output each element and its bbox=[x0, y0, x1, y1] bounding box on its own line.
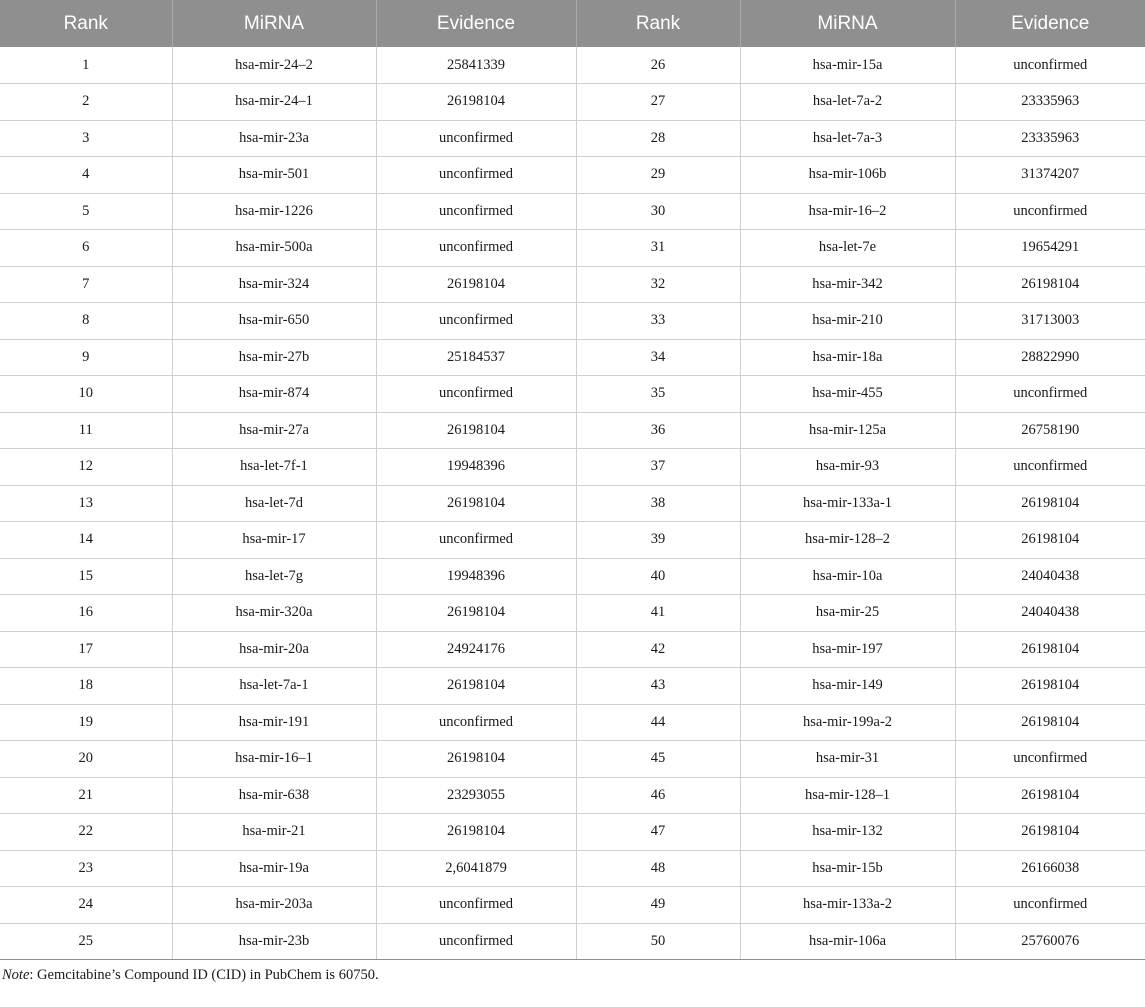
evidence-cell: unconfirmed bbox=[955, 449, 1145, 486]
rank-cell: 16 bbox=[0, 595, 172, 632]
evidence-cell: 25760076 bbox=[955, 923, 1145, 960]
evidence-cell: 26198104 bbox=[376, 485, 576, 522]
rank-cell: 27 bbox=[576, 84, 740, 121]
column-header-evidence-right: Evidence bbox=[955, 0, 1145, 47]
evidence-cell: unconfirmed bbox=[376, 230, 576, 267]
rank-cell: 5 bbox=[0, 193, 172, 230]
table-row bbox=[0, 558, 1145, 595]
mirna-cell: hsa-mir-128–2 bbox=[740, 522, 955, 559]
table-row bbox=[0, 84, 1145, 121]
evidence-cell: unconfirmed bbox=[955, 47, 1145, 84]
mirna-cell: hsa-mir-342 bbox=[740, 266, 955, 303]
note-text: : Gemcitabine’s Compound ID (CID) in PubChem is 60750. bbox=[29, 967, 379, 983]
rank-cell: 14 bbox=[0, 522, 172, 559]
rank-cell: 37 bbox=[576, 449, 740, 486]
rank-cell: 45 bbox=[576, 741, 740, 778]
rank-cell: 32 bbox=[576, 266, 740, 303]
evidence-cell: 2,6041879 bbox=[376, 850, 576, 887]
table-row bbox=[0, 266, 1145, 303]
rank-cell: 12 bbox=[0, 449, 172, 486]
rank-cell: 36 bbox=[576, 412, 740, 449]
table-row bbox=[0, 741, 1145, 778]
mirna-cell: hsa-mir-27a bbox=[172, 412, 376, 449]
rank-cell: 30 bbox=[576, 193, 740, 230]
mirna-cell: hsa-let-7a-2 bbox=[740, 84, 955, 121]
table-row bbox=[0, 777, 1145, 814]
table-row bbox=[0, 157, 1145, 194]
mirna-cell: hsa-mir-27b bbox=[172, 339, 376, 376]
rank-cell: 49 bbox=[576, 887, 740, 924]
rank-cell: 44 bbox=[576, 704, 740, 741]
table-row bbox=[0, 887, 1145, 924]
table-row bbox=[0, 704, 1145, 741]
evidence-cell: unconfirmed bbox=[955, 741, 1145, 778]
evidence-cell: unconfirmed bbox=[955, 887, 1145, 924]
rank-cell: 31 bbox=[576, 230, 740, 267]
evidence-cell: 26198104 bbox=[376, 84, 576, 121]
mirna-cell: hsa-mir-501 bbox=[172, 157, 376, 194]
mirna-cell: hsa-mir-638 bbox=[172, 777, 376, 814]
mirna-cell: hsa-mir-133a-1 bbox=[740, 485, 955, 522]
evidence-cell: 26198104 bbox=[955, 266, 1145, 303]
mirna-cell: hsa-mir-18a bbox=[740, 339, 955, 376]
rank-cell: 21 bbox=[0, 777, 172, 814]
rank-cell: 33 bbox=[576, 303, 740, 340]
mirna-cell: hsa-mir-132 bbox=[740, 814, 955, 851]
evidence-cell: unconfirmed bbox=[955, 193, 1145, 230]
evidence-cell: unconfirmed bbox=[376, 120, 576, 157]
evidence-cell: 24924176 bbox=[376, 631, 576, 668]
table-row bbox=[0, 814, 1145, 851]
rank-cell: 26 bbox=[576, 47, 740, 84]
mirna-cell: hsa-mir-10a bbox=[740, 558, 955, 595]
table-row bbox=[0, 850, 1145, 887]
rank-cell: 35 bbox=[576, 376, 740, 413]
evidence-cell: 23293055 bbox=[376, 777, 576, 814]
evidence-cell: 28822990 bbox=[955, 339, 1145, 376]
rank-cell: 24 bbox=[0, 887, 172, 924]
evidence-cell: 26198104 bbox=[955, 814, 1145, 851]
evidence-cell: 26198104 bbox=[955, 704, 1145, 741]
mirna-cell: hsa-let-7e bbox=[740, 230, 955, 267]
column-header-mirna-right: MiRNA bbox=[740, 0, 955, 47]
header-row bbox=[0, 0, 1145, 47]
evidence-cell: unconfirmed bbox=[376, 704, 576, 741]
rank-cell: 10 bbox=[0, 376, 172, 413]
rank-cell: 11 bbox=[0, 412, 172, 449]
table-row bbox=[0, 668, 1145, 705]
table-row bbox=[0, 412, 1145, 449]
evidence-cell: unconfirmed bbox=[376, 193, 576, 230]
table-body bbox=[0, 47, 1145, 960]
column-header-rank-right: Rank bbox=[576, 0, 740, 47]
evidence-cell: 26198104 bbox=[376, 266, 576, 303]
mirna-cell: hsa-mir-199a-2 bbox=[740, 704, 955, 741]
table-row bbox=[0, 230, 1145, 267]
mirna-cell: hsa-mir-324 bbox=[172, 266, 376, 303]
mirna-cell: hsa-mir-149 bbox=[740, 668, 955, 705]
rank-cell: 17 bbox=[0, 631, 172, 668]
rank-cell: 46 bbox=[576, 777, 740, 814]
mirna-cell: hsa-mir-24–1 bbox=[172, 84, 376, 121]
mirna-cell: hsa-mir-500a bbox=[172, 230, 376, 267]
evidence-cell: 26198104 bbox=[376, 595, 576, 632]
evidence-cell: 26198104 bbox=[955, 777, 1145, 814]
evidence-cell: unconfirmed bbox=[376, 376, 576, 413]
mirna-cell: hsa-mir-17 bbox=[172, 522, 376, 559]
table-row bbox=[0, 339, 1145, 376]
rank-cell: 1 bbox=[0, 47, 172, 84]
evidence-cell: 26198104 bbox=[955, 668, 1145, 705]
evidence-cell: 25184537 bbox=[376, 339, 576, 376]
evidence-cell: 24040438 bbox=[955, 595, 1145, 632]
evidence-cell: 26198104 bbox=[376, 412, 576, 449]
mirna-cell: hsa-mir-23b bbox=[172, 923, 376, 960]
evidence-cell: 23335963 bbox=[955, 120, 1145, 157]
mirna-cell: hsa-mir-106b bbox=[740, 157, 955, 194]
mirna-cell: hsa-mir-16–2 bbox=[740, 193, 955, 230]
rank-cell: 43 bbox=[576, 668, 740, 705]
mirna-cell: hsa-let-7a-3 bbox=[740, 120, 955, 157]
evidence-cell: unconfirmed bbox=[376, 923, 576, 960]
table-row bbox=[0, 376, 1145, 413]
table-row bbox=[0, 120, 1145, 157]
column-header-evidence-left: Evidence bbox=[376, 0, 576, 47]
rank-cell: 41 bbox=[576, 595, 740, 632]
mirna-cell: hsa-mir-125a bbox=[740, 412, 955, 449]
evidence-cell: unconfirmed bbox=[955, 376, 1145, 413]
mirna-cell: hsa-mir-455 bbox=[740, 376, 955, 413]
table-row bbox=[0, 449, 1145, 486]
evidence-cell: 24040438 bbox=[955, 558, 1145, 595]
mirna-cell: hsa-mir-320a bbox=[172, 595, 376, 632]
rank-cell: 18 bbox=[0, 668, 172, 705]
rank-cell: 19 bbox=[0, 704, 172, 741]
rank-cell: 47 bbox=[576, 814, 740, 851]
evidence-cell: unconfirmed bbox=[376, 522, 576, 559]
table-row bbox=[0, 631, 1145, 668]
mirna-cell: hsa-mir-93 bbox=[740, 449, 955, 486]
rank-cell: 38 bbox=[576, 485, 740, 522]
rank-cell: 8 bbox=[0, 303, 172, 340]
rank-cell: 25 bbox=[0, 923, 172, 960]
mirna-cell: hsa-mir-203a bbox=[172, 887, 376, 924]
rank-cell: 3 bbox=[0, 120, 172, 157]
mirna-cell: hsa-mir-650 bbox=[172, 303, 376, 340]
table-note bbox=[0, 960, 1145, 984]
mirna-cell: hsa-mir-23a bbox=[172, 120, 376, 157]
table-row bbox=[0, 193, 1145, 230]
rank-cell: 4 bbox=[0, 157, 172, 194]
evidence-cell: 26198104 bbox=[955, 522, 1145, 559]
mirna-cell: hsa-let-7g bbox=[172, 558, 376, 595]
evidence-cell: unconfirmed bbox=[376, 303, 576, 340]
table-row bbox=[0, 522, 1145, 559]
mirna-cell: hsa-mir-24–2 bbox=[172, 47, 376, 84]
mirna-cell: hsa-mir-31 bbox=[740, 741, 955, 778]
table-row bbox=[0, 485, 1145, 522]
mirna-cell: hsa-mir-21 bbox=[172, 814, 376, 851]
rank-cell: 28 bbox=[576, 120, 740, 157]
rank-cell: 7 bbox=[0, 266, 172, 303]
evidence-cell: 26166038 bbox=[955, 850, 1145, 887]
rank-cell: 48 bbox=[576, 850, 740, 887]
mirna-cell: hsa-mir-133a-2 bbox=[740, 887, 955, 924]
table-row bbox=[0, 923, 1145, 960]
rank-cell: 13 bbox=[0, 485, 172, 522]
rank-cell: 22 bbox=[0, 814, 172, 851]
table-row bbox=[0, 303, 1145, 340]
evidence-cell: 26198104 bbox=[376, 814, 576, 851]
evidence-cell: 31713003 bbox=[955, 303, 1145, 340]
evidence-cell: 26758190 bbox=[955, 412, 1145, 449]
mirna-cell: hsa-mir-874 bbox=[172, 376, 376, 413]
evidence-cell: 26198104 bbox=[376, 741, 576, 778]
rank-cell: 34 bbox=[576, 339, 740, 376]
column-header-rank-left: Rank bbox=[0, 0, 172, 47]
rank-cell: 50 bbox=[576, 923, 740, 960]
evidence-cell: 26198104 bbox=[955, 485, 1145, 522]
evidence-cell: 31374207 bbox=[955, 157, 1145, 194]
evidence-cell: 19948396 bbox=[376, 449, 576, 486]
mirna-cell: hsa-mir-25 bbox=[740, 595, 955, 632]
note-label: Note bbox=[2, 967, 30, 983]
mirna-cell: hsa-mir-128–1 bbox=[740, 777, 955, 814]
table-row bbox=[0, 47, 1145, 84]
evidence-cell: 26198104 bbox=[955, 631, 1145, 668]
mirna-cell: hsa-mir-197 bbox=[740, 631, 955, 668]
mirna-cell: hsa-mir-210 bbox=[740, 303, 955, 340]
rank-cell: 2 bbox=[0, 84, 172, 121]
mirna-cell: hsa-mir-19a bbox=[172, 850, 376, 887]
rank-cell: 29 bbox=[576, 157, 740, 194]
rank-cell: 20 bbox=[0, 741, 172, 778]
mirna-cell: hsa-mir-106a bbox=[740, 923, 955, 960]
rank-cell: 6 bbox=[0, 230, 172, 267]
rank-cell: 9 bbox=[0, 339, 172, 376]
mirna-cell: hsa-let-7d bbox=[172, 485, 376, 522]
evidence-cell: 26198104 bbox=[376, 668, 576, 705]
table-row bbox=[0, 595, 1145, 632]
evidence-cell: 19654291 bbox=[955, 230, 1145, 267]
rank-cell: 39 bbox=[576, 522, 740, 559]
rank-cell: 23 bbox=[0, 850, 172, 887]
mirna-cell: hsa-mir-15b bbox=[740, 850, 955, 887]
evidence-cell: 23335963 bbox=[955, 84, 1145, 121]
mirna-cell: hsa-mir-1226 bbox=[172, 193, 376, 230]
mirna-cell: hsa-let-7a-1 bbox=[172, 668, 376, 705]
rank-cell: 40 bbox=[576, 558, 740, 595]
mirna-cell: hsa-mir-20a bbox=[172, 631, 376, 668]
rank-cell: 42 bbox=[576, 631, 740, 668]
evidence-cell: 25841339 bbox=[376, 47, 576, 84]
column-header-mirna-left: MiRNA bbox=[172, 0, 376, 47]
mirna-cell: hsa-let-7f-1 bbox=[172, 449, 376, 486]
evidence-cell: unconfirmed bbox=[376, 157, 576, 194]
rank-cell: 15 bbox=[0, 558, 172, 595]
evidence-cell: 19948396 bbox=[376, 558, 576, 595]
mirna-cell: hsa-mir-15a bbox=[740, 47, 955, 84]
table-header bbox=[0, 0, 1145, 47]
mirna-cell: hsa-mir-16–1 bbox=[172, 741, 376, 778]
evidence-cell: unconfirmed bbox=[376, 887, 576, 924]
mirna-cell: hsa-mir-191 bbox=[172, 704, 376, 741]
